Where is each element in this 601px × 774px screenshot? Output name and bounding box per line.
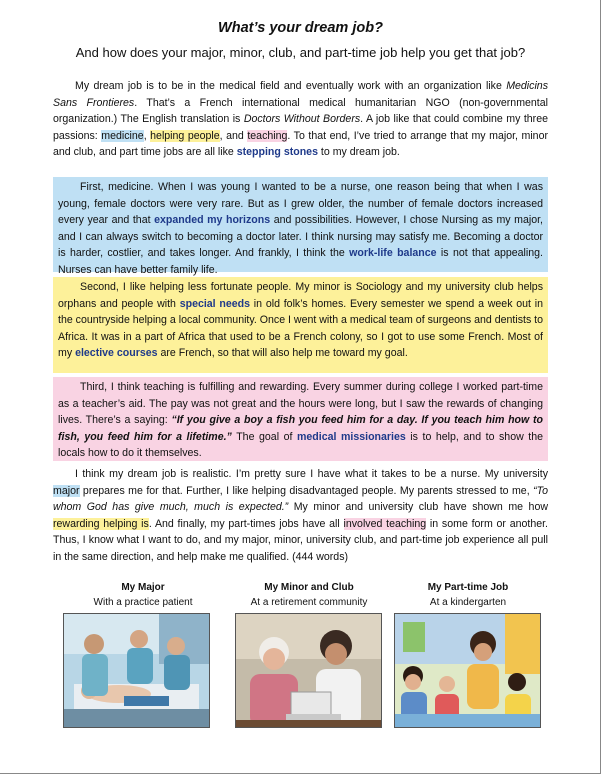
text-run: in some form or another. Thus, I know what I want to do, and my major, minor, university club, and part-time job experience all pull in the same direction, and help make me qualified. (444 words) (53, 517, 548, 563)
document-title: What’s your dream job? (218, 20, 383, 36)
retirement-community-photo (235, 613, 382, 728)
caption-subtitle: At a kindergarten (429, 597, 507, 608)
text-run: are French, so that will also help me toward my goal. (157, 347, 408, 359)
text-run: prepares me for that. Further, I like helping disadvantaged people. My parents stressed to me, (79, 484, 534, 497)
text-run: to my dream job. (317, 146, 400, 158)
caption-title: My Part-time Job (427, 582, 509, 593)
conclusion-paragraph (53, 466, 548, 561)
keyword: medical missionaries (296, 430, 406, 443)
caption-title: My Major (121, 582, 165, 593)
text-run: I think my dream job is realistic. I’m pretty sure I have what it takes to be a nurse. My university (75, 468, 548, 480)
nursing-practice-photo (63, 613, 210, 728)
text-run: , and (219, 129, 248, 142)
helping-paragraph (53, 277, 548, 373)
text-run: is to help, and to show the locals how to do it themselves. (58, 430, 544, 459)
text-run: Third, I think teaching is fulfilling and rewarding. Every summer during college I worked part-time as a teacher’s aid. The pay was not great and the hours were long, but I saw the rewards of changing lives. There’s a saying: (58, 381, 543, 426)
highlight-major: major (53, 484, 80, 497)
caption-part-time-job (393, 580, 543, 610)
quote: “To whom God has give much, much is expected.” (53, 484, 548, 513)
highlight-involved-teaching: involved teaching (343, 517, 427, 530)
caption-subtitle: With a practice patient (93, 597, 193, 608)
caption-subtitle: At a retirement community (250, 597, 368, 608)
intro-paragraph (53, 78, 548, 173)
text-run: My minor and university club have shown me how (288, 501, 548, 513)
text-run: is not that appealing. Nurses can have better family life. (58, 247, 543, 276)
caption-title: My Minor and Club (264, 582, 354, 593)
highlight-helping-people: helping people (150, 129, 220, 142)
text-run: . That’s a French international medical humanitarian NGO (non-governmental organization.) The English translation is (53, 96, 548, 125)
text-run: Second, I like helping less fortunate people. My minor is Sociology and my university club helps orphans and people with (58, 281, 543, 310)
keyword: expanded my horizons (154, 214, 271, 226)
teaching-paragraph (53, 377, 548, 461)
highlight-teaching: teaching (247, 129, 288, 142)
text-run: and possibilities. However, I chose Nursing as my major, and I can always switch to becoming a doctor later. I think nursing may satisfy me. Becoming a doctor is harder, costlier, and takes longer. And frankly, I think the (58, 214, 544, 259)
text-run: First, medicine. When I was young I wanted to be a nurse, one reason being that when I was young, female doctors were very rare. But as I grew older, the number of female doctors increased every year and that (58, 181, 543, 226)
keyword: special needs (179, 297, 251, 310)
document-subtitle: And how does your major, minor, club, and part-time job help you get that job? (75, 45, 526, 60)
text-run: Medicins Sans Frontieres (53, 80, 548, 109)
keyword: work-life balance (349, 247, 437, 259)
text-run: in old folk’s homes. Every semester we spend a week out in the countryside helping a local community. Once I went with a medical team of surgeons and dentists to Africa. It was in a part of Africa that used to be a French colony, so I got to use some French. Most of my (58, 297, 544, 359)
keyword: stepping stones (236, 146, 318, 158)
text-run: , (143, 129, 151, 142)
text-run: Doctors Without Borders (243, 113, 361, 125)
highlight-rewarding-helping: rewarding helping is (53, 517, 149, 530)
text-run: My dream job is to be in the medical field and eventually work with an organization like (75, 80, 507, 92)
medicine-paragraph (53, 177, 548, 276)
caption-minor-club (234, 580, 384, 610)
kindergarten-photo (394, 613, 541, 728)
highlight-medicine: medicine (101, 129, 144, 142)
text-run: . To that end, I’ve tried to arrange that my major, minor and club, and part time jobs are all like (53, 129, 548, 158)
quote: “If you give a boy a fish you feed him for a day. If you teach him how to fish, you feed him for a lifetime.” (58, 414, 543, 443)
text-run: The goal of (231, 430, 297, 443)
keyword: elective courses (75, 347, 158, 359)
text-run: . And finally, my part-times jobs have all (148, 517, 344, 530)
text-run: . A job like that could combine my three passions: (53, 113, 548, 142)
caption-major (68, 580, 218, 610)
